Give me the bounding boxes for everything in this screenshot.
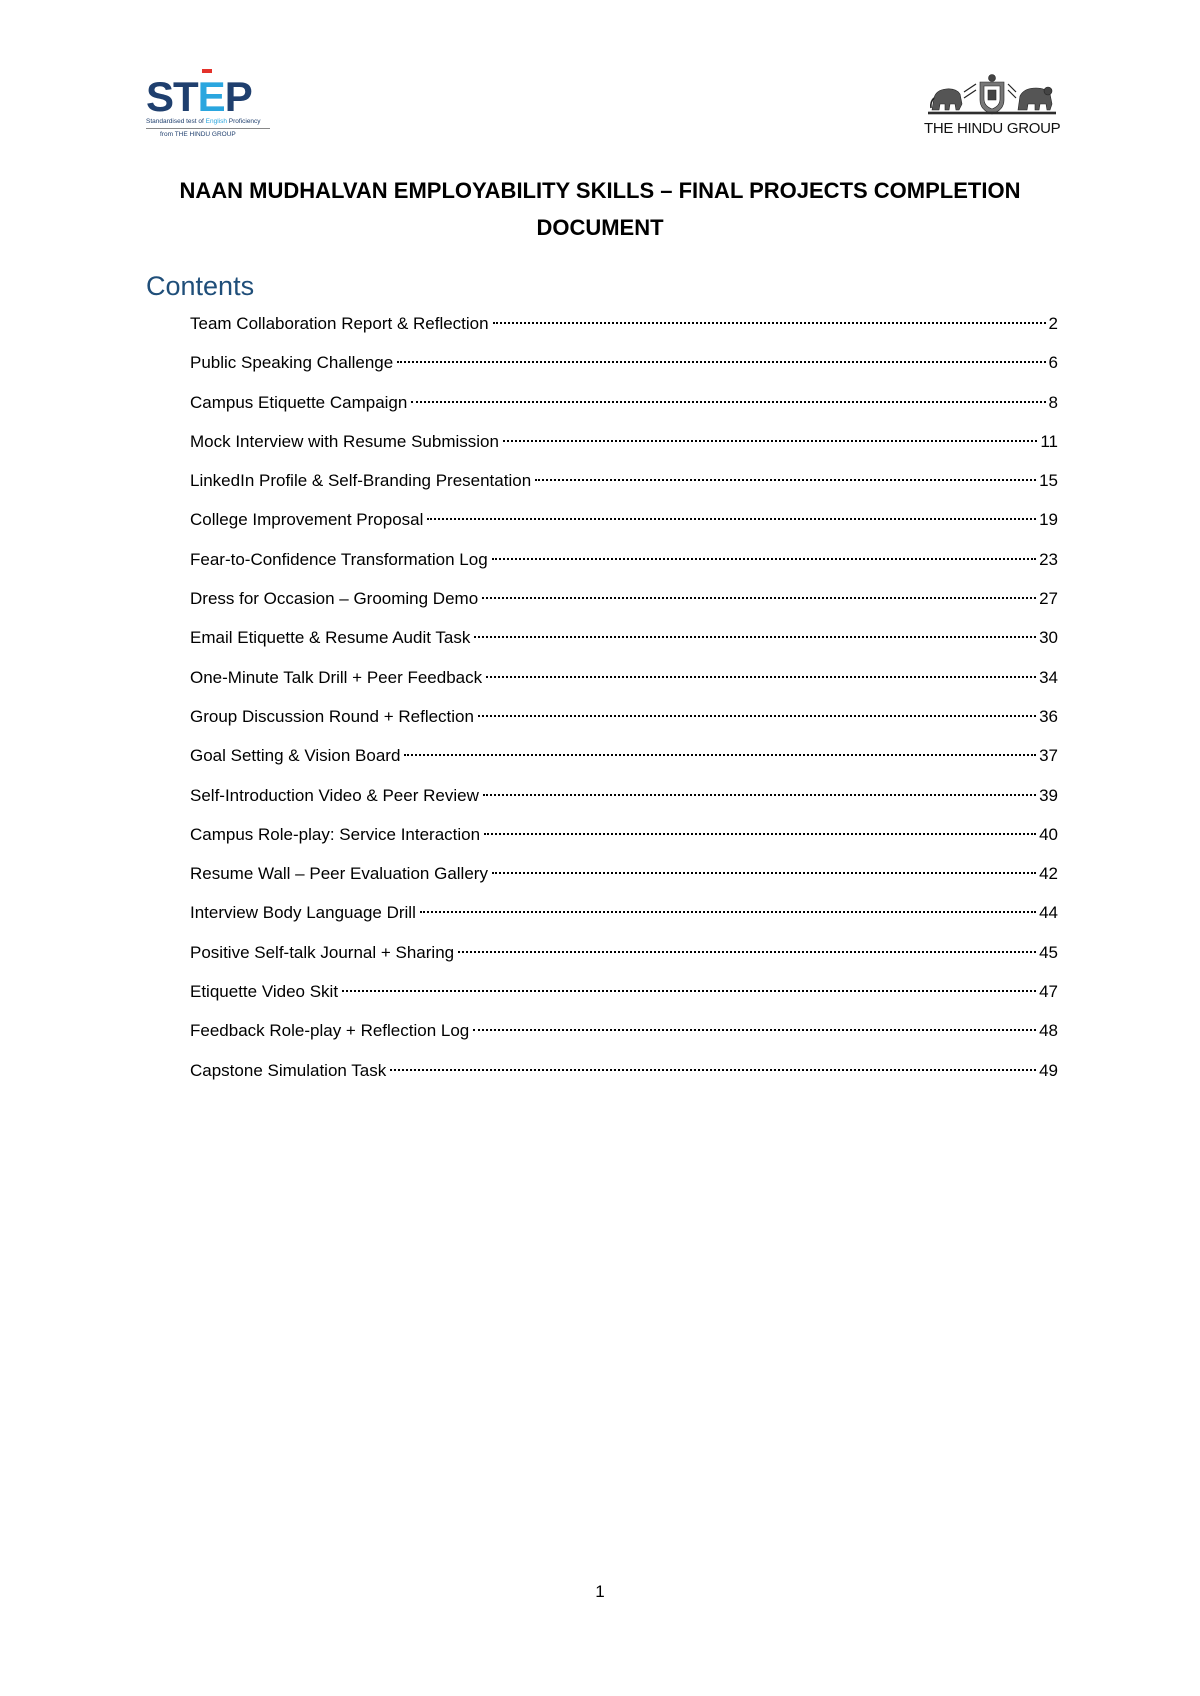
toc-entry[interactable] [190, 898, 1058, 937]
toc-entry[interactable] [190, 466, 1058, 505]
toc-entry-title[interactable]: Dress for Occasion – Grooming Demo [190, 589, 479, 609]
toc-entry-page[interactable]: 15 [1039, 471, 1058, 491]
toc-entry[interactable] [190, 545, 1058, 584]
toc-entry-title[interactable]: Group Discussion Round + Reflection [190, 706, 474, 726]
toc-entry[interactable] [190, 388, 1058, 427]
toc-entry-page[interactable]: 27 [1039, 589, 1058, 609]
toc-dot-leader [484, 833, 1036, 835]
toc-dot-leader [478, 715, 1036, 717]
toc-entry-page[interactable]: 37 [1039, 746, 1058, 766]
step-accent-letter: E [197, 73, 225, 120]
toc-entry-page[interactable]: 6 [1048, 353, 1058, 373]
toc-entry-title[interactable]: Campus Role-play: Service Interaction [190, 824, 481, 844]
toc-dot-leader [397, 361, 1045, 363]
toc-entry-title[interactable]: Positive Self-talk Journal + Sharing [190, 942, 455, 962]
toc-entry-title[interactable]: Feedback Role-play + Reflection Log [190, 1021, 470, 1041]
toc-entry-page[interactable]: 11 [1040, 431, 1058, 451]
toc-entry[interactable] [190, 859, 1058, 898]
toc-entry-title[interactable]: Mock Interview with Resume Submission [190, 431, 499, 451]
hindu-group-text: THE HINDU GROUP [924, 120, 1061, 137]
toc-entry-title[interactable]: College Improvement Proposal [190, 510, 424, 530]
toc-entry[interactable] [190, 977, 1058, 1016]
toc-entry-title[interactable]: Resume Wall – Peer Evaluation Gallery [190, 864, 488, 884]
toc-dot-leader [535, 479, 1036, 481]
step-tagline: Standardised test of English Proficiency [146, 118, 261, 125]
toc-dot-leader [404, 754, 1036, 756]
toc-entry[interactable] [190, 309, 1058, 348]
hindu-emblem-icon [928, 74, 1056, 116]
toc-dot-leader [390, 1069, 1036, 1071]
toc-entry-title[interactable]: Campus Etiquette Campaign [190, 392, 408, 412]
toc-dot-leader [458, 951, 1036, 953]
toc-entry-page[interactable]: 45 [1039, 942, 1058, 962]
toc-entry-title[interactable]: Fear-to-Confidence Transformation Log [190, 549, 488, 569]
toc-dot-leader [473, 1029, 1036, 1031]
toc-entry-page[interactable]: 23 [1039, 549, 1058, 569]
toc-entry[interactable] [190, 820, 1058, 859]
toc-dot-leader [474, 636, 1036, 638]
step-letter: P [224, 73, 252, 120]
toc-entry-page[interactable]: 30 [1039, 628, 1058, 648]
toc-entry[interactable] [190, 781, 1058, 820]
toc-entry-title[interactable]: Public Speaking Challenge [190, 353, 394, 373]
table-of-contents [190, 309, 1058, 1095]
step-letter: T [173, 73, 198, 120]
toc-entry-page[interactable]: 44 [1039, 903, 1058, 923]
toc-entry-page[interactable]: 42 [1039, 864, 1058, 884]
step-wordmark [146, 73, 252, 120]
toc-entry[interactable] [190, 584, 1058, 623]
toc-dot-leader [503, 440, 1037, 442]
toc-entry-title[interactable]: LinkedIn Profile & Self-Branding Presentation [190, 471, 532, 491]
toc-entry[interactable] [190, 1056, 1058, 1095]
toc-dot-leader [492, 872, 1036, 874]
toc-dot-leader [427, 518, 1036, 520]
toc-entry-title[interactable]: Goal Setting & Vision Board [190, 746, 401, 766]
toc-entry-title[interactable]: Interview Body Language Drill [190, 903, 416, 923]
toc-entry[interactable] [190, 427, 1058, 466]
hindu-group-logo [924, 74, 1059, 140]
toc-entry-title[interactable]: Email Etiquette & Resume Audit Task [190, 628, 471, 648]
toc-dot-leader [483, 794, 1036, 796]
toc-entry-title[interactable]: Team Collaboration Report & Reflection [190, 314, 489, 333]
toc-entry-page[interactable]: 47 [1039, 982, 1058, 1002]
document-title: NAAN MUDHALVAN EMPLOYABILITY SKILLS – FINAL PROJECTS COMPLETION DOCUMENT [179, 178, 1021, 240]
contents-heading: Contents [146, 271, 255, 301]
step-wordmark-text [146, 73, 252, 120]
toc-entry[interactable] [190, 1016, 1058, 1055]
toc-dot-leader [493, 322, 1046, 324]
toc-dot-leader [342, 990, 1036, 992]
toc-entry[interactable] [190, 702, 1058, 741]
toc-entry-page[interactable]: 19 [1039, 510, 1058, 530]
toc-dot-leader [492, 558, 1036, 560]
toc-entry-page[interactable]: 34 [1039, 667, 1058, 687]
toc-entry[interactable] [190, 741, 1058, 780]
toc-dot-leader [411, 401, 1045, 403]
toc-entry-page[interactable]: 49 [1039, 1060, 1058, 1080]
toc-entry[interactable] [190, 938, 1058, 977]
toc-entry-title[interactable]: Self-Introduction Video & Peer Review [190, 785, 479, 805]
toc-entry-title[interactable]: Capstone Simulation Task [190, 1060, 387, 1080]
toc-entry-page[interactable]: 40 [1039, 824, 1058, 844]
toc-dot-leader [420, 911, 1036, 913]
toc-entry[interactable] [190, 663, 1058, 702]
toc-dot-leader [482, 597, 1036, 599]
toc-entry[interactable] [190, 348, 1058, 387]
step-from-text: from THE HINDU GROUP [160, 131, 236, 138]
toc-entry-page[interactable]: 48 [1039, 1021, 1058, 1041]
toc-entry-page[interactable]: 39 [1039, 785, 1058, 805]
toc-entry-title[interactable]: One-Minute Talk Drill + Peer Feedback [190, 667, 483, 687]
toc-entry-title[interactable]: Etiquette Video Skit [190, 982, 339, 1002]
toc-entry-page[interactable]: 8 [1048, 392, 1058, 412]
step-divider [146, 128, 270, 129]
toc-entry[interactable] [190, 505, 1058, 544]
page-number: 1 [595, 1582, 605, 1601]
toc-entry-page[interactable]: 2 [1048, 314, 1058, 333]
step-logo [146, 73, 276, 144]
toc-entry[interactable] [190, 623, 1058, 662]
toc-entry-page[interactable]: 36 [1039, 706, 1058, 726]
toc-dot-leader [486, 676, 1036, 678]
step-letter: S [146, 73, 174, 120]
